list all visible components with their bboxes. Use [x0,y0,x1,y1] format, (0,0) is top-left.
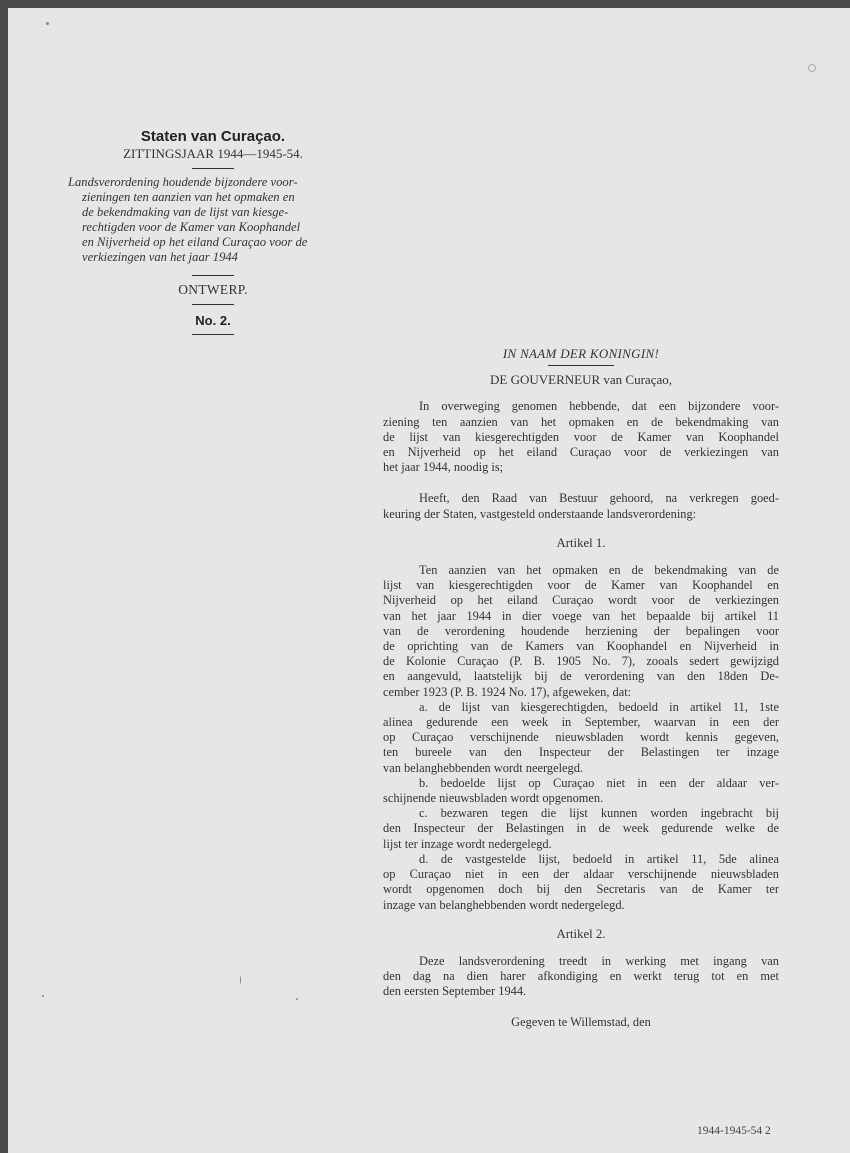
item-d-line: inzage van belanghebbenden wordt nedergelegd. [383,897,625,912]
divider [548,365,614,366]
invocation: IN NAAM DER KONINGIN! [502,346,660,361]
text-line: en Nijverheid op het eiland Curaçao voor de verkiezingen van [383,445,779,460]
header-title: Staten van Curaçao. [140,128,286,145]
description-line: en Nijverheid op het eiland Curaçao voor de [82,235,308,249]
item-b-line: b. bedoelde lijst op Curaçao niet in een der aldaar ver- [419,775,779,790]
article-2-text [383,954,779,1000]
session-year: ZITTINGSJAAR 1944—1945-54. [123,146,303,161]
text-line: den eersten September 1944. [383,984,527,999]
text-line: de lijst van kiesgerechtigden voor de Kamer van Koophandel [383,429,779,444]
text-line: ziening ten aanzien van het opmaken en de bekendmaking van [383,414,779,429]
article-1-text [383,563,779,913]
item-c-line: den Inspecteur der Belastingen in de week gedurende welke de [383,821,779,836]
item-c-line: lijst ter inzage wordt nedergelegd. [383,836,552,851]
text-line: In overweging genomen hebbende, dat een bijzondere voor- [419,399,779,414]
description-line: rechtigden voor de Kamer van Koophandel [82,220,301,234]
text-line: Nijverheid op het eiland Curaçao wordt voor de verkiezingen [383,593,779,608]
item-b-line: schijnende nieuwsbladen wordt opgenomen. [383,791,604,806]
description-line: Landsverordening houdende bijzondere voor- [68,175,298,189]
item-a-line: alinea gedurende een week in September, waarvan in een der [383,715,779,730]
text-line: van het jaar 1944 in dier voege van het bepaalde bij artikel 11 [383,608,779,623]
paper-speck [46,22,49,25]
text-line: lijst van kiesgerechtigden voor de Kamer van Koophandel en [383,578,779,593]
document-status: ONTWERP. [178,282,248,297]
ordinance-description [68,175,358,265]
text-line: het jaar 1944, noodig is; [383,460,504,475]
paper-speck [296,998,298,1000]
text-line: en aangevuld, laatstelijk bij de verordening van den 18den De- [383,669,779,684]
item-a-line: op Curaçao verschijnende nieuwsbladen wordt kennis gegeven, [383,730,779,745]
divider [192,168,234,169]
document-body [383,346,779,1030]
item-a-line: a. de lijst van kiesgerechtigden, bedoeld in artikel 11, 1ste [419,699,779,714]
text-line: Heeft, den Raad van Bestuur gehoord, na verkregen goed- [419,491,779,506]
divider [192,275,234,276]
paper-speck [42,995,44,997]
item-d-line: d. de vastgestelde lijst, bedoeld in artikel 11, 5de alinea [419,851,779,866]
document-number: No. 2. [195,313,231,328]
enactment-clause [383,491,779,521]
page-code: 1944-1945-54 2 [697,1125,771,1137]
divider [192,334,234,335]
text-line: keuring der Staten, vastgesteld onderstaande landsverordening: [383,506,697,521]
item-a-line: ten bureele van den Inspecteur der Belastingen ter inzage [383,745,779,760]
description-line: de bekendmaking van de lijst van kiesge- [82,205,289,219]
text-line: Ten aanzien van het opmaken en de bekendmaking van de [419,563,779,578]
document-header [68,123,358,335]
item-a-line: van belanghebbenden wordt neergelegd. [383,760,584,775]
divider [192,304,234,305]
item-c-line: c. bezwaren tegen die lijst kunnen worden ingebracht bij [419,806,779,821]
paper-speck [240,976,241,984]
issuer: DE GOUVERNEUR van Curaçao, [490,372,672,388]
text-line: Deze landsverordening treedt in werking met ingang van [419,953,779,968]
item-d-line: op Curaçao niet in een der aldaar verschijnende nieuwsbladen [383,867,779,882]
text-line: cember 1923 (P. B. 1924 No. 17), afgeweken, dat: [383,684,632,699]
description-line: verkiezingen van het jaar 1944 [82,250,238,264]
paper-speck [808,64,816,72]
text-line: de oprichting van de Kamers van Koophandel en Nijverheid in [383,639,779,654]
preamble [383,399,779,475]
text-line: den dag na dien harer afkondiging en werkt terug tot en met [383,969,779,984]
article-2-title: Artikel 2. [556,926,606,941]
closing-line: Gegeven te Willemstad, den [511,1014,651,1029]
document-page [8,8,850,1153]
item-d-line: wordt opgenomen doch bij den Secretaris van de Kamer ter [383,882,779,897]
article-1-title: Artikel 1. [556,535,606,550]
text-line: van de verordening houdende herziening der bepalingen voor [383,623,779,638]
text-line: de Kolonie Curaçao (P. B. 1905 No. 7), zooals sedert gewijzigd [383,654,779,669]
description-line: zieningen ten aanzien van het opmaken en [82,190,295,204]
